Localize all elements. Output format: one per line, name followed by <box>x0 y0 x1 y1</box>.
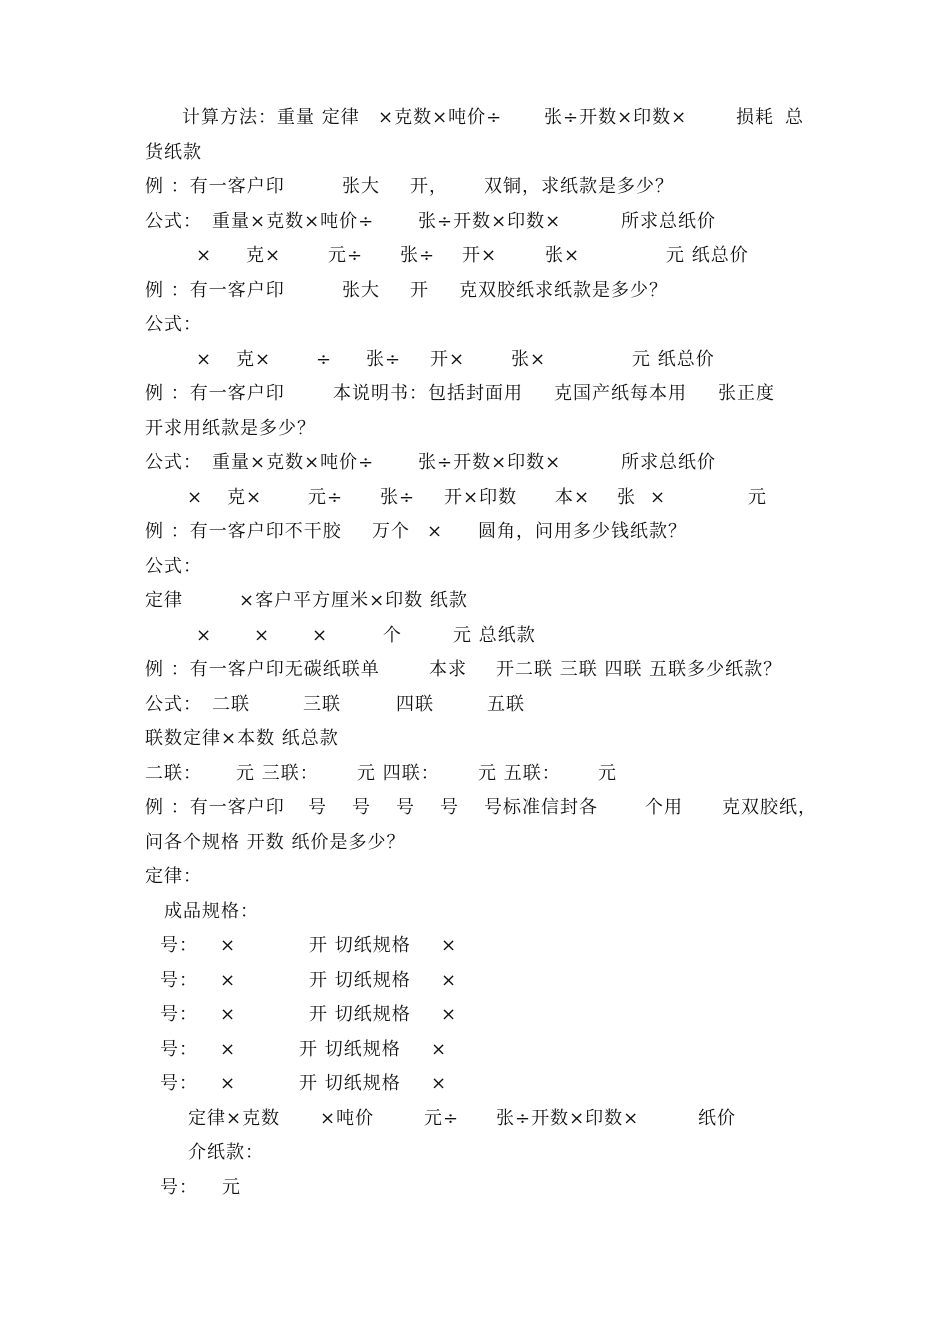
text-segment: 号： <box>160 935 198 956</box>
text-segment: ×克数×吨价÷ <box>378 107 503 128</box>
text-segment: 元 <box>748 487 767 508</box>
text-line <box>0 1171 950 1205</box>
text-segment: 二联 <box>212 694 250 715</box>
text-segment: ×客户平方厘米×印数 纸款 <box>239 590 468 611</box>
text-segment: 开求用纸款是多少？ <box>145 418 316 439</box>
text-segment: 号： <box>160 970 198 991</box>
text-line <box>0 722 950 756</box>
text-segment: 开× <box>462 245 498 266</box>
text-line <box>0 1102 950 1136</box>
text-segment: 元 总纸款 <box>453 625 536 646</box>
text-segment: 个用 <box>645 797 683 818</box>
text-line <box>0 136 950 170</box>
text-segment: 损耗 <box>736 107 774 128</box>
text-segment: 开 切纸规格 <box>299 1039 401 1060</box>
text-segment: 成品规格： <box>164 901 259 922</box>
text-segment: 元 三联： <box>236 763 319 784</box>
text-segment: × <box>220 970 237 991</box>
text-segment: 本说明书：包括封面用 <box>333 383 523 404</box>
text-segment: × <box>220 1073 237 1094</box>
text-segment: 计算方法：重量 定律 <box>182 107 360 128</box>
text-line <box>0 274 950 308</box>
text-line <box>0 515 950 549</box>
text-segment: 介纸款： <box>188 1142 264 1163</box>
text-segment: 张÷ <box>380 487 416 508</box>
text-segment: × <box>220 1004 237 1025</box>
text-segment: 元 纸总价 <box>666 245 749 266</box>
text-segment: 克× <box>246 245 282 266</box>
text-segment: 总 <box>785 107 804 128</box>
text-segment: 例 ：有一客户印 <box>145 176 285 197</box>
text-line <box>0 412 950 446</box>
text-segment: 双铜，求纸款是多少？ <box>484 176 674 197</box>
text-segment: 开×印数 <box>444 487 518 508</box>
text-segment: 号 <box>308 797 327 818</box>
text-segment: 联数定律×本数 纸总款 <box>145 728 339 749</box>
text-line <box>0 757 950 791</box>
text-line <box>0 1033 950 1067</box>
text-segment: 元 五联： <box>478 763 561 784</box>
text-segment: × <box>187 487 204 508</box>
text-segment: 问各个规格 开数 纸价是多少？ <box>145 832 406 853</box>
text-segment: 开 切纸规格 <box>309 970 411 991</box>
text-segment: 定律： <box>145 866 202 887</box>
text-line <box>0 826 950 860</box>
text-segment: 张大 <box>342 280 380 301</box>
text-line <box>0 101 950 135</box>
text-segment: 张× <box>545 245 581 266</box>
text-line <box>0 1136 950 1170</box>
text-line <box>0 481 950 515</box>
text-line <box>0 895 950 929</box>
text-segment: 开 切纸规格 <box>309 935 411 956</box>
text-segment: 开 切纸规格 <box>309 1004 411 1025</box>
text-segment: 货纸款 <box>145 142 202 163</box>
text-segment: 本求 <box>429 659 467 680</box>
text-segment: 张÷开数×印数× <box>496 1108 640 1129</box>
text-segment: 张正度 <box>718 383 775 404</box>
text-segment: 元÷ <box>424 1108 460 1129</box>
text-segment: 开 <box>410 280 429 301</box>
text-segment: 四联 <box>396 694 434 715</box>
text-line <box>0 170 950 204</box>
text-line <box>0 929 950 963</box>
text-segment: 张÷开数×印数× <box>418 211 562 232</box>
text-segment: × <box>196 349 213 370</box>
text-line <box>0 550 950 584</box>
text-segment: 二联： <box>145 763 202 784</box>
text-segment: 公式： <box>145 211 202 232</box>
text-segment: 重量×克数×吨价÷ <box>212 211 375 232</box>
text-segment: 号： <box>160 1039 198 1060</box>
text-segment: 重量×克数×吨价÷ <box>212 452 375 473</box>
text-segment: 三联 <box>303 694 341 715</box>
text-line <box>0 964 950 998</box>
text-segment: 圆角，问用多少钱纸款？ <box>478 521 687 542</box>
text-segment: × <box>312 625 329 646</box>
text-segment: 所求总纸价 <box>621 452 716 473</box>
text-segment: 元 <box>598 763 617 784</box>
text-segment: 克双胶纸求纸款是多少？ <box>459 280 668 301</box>
text-line <box>0 239 950 273</box>
text-segment: 克双胶纸， <box>722 797 817 818</box>
text-segment: 个 <box>383 625 402 646</box>
text-segment: 克× <box>236 349 272 370</box>
text-segment: 克国产纸每本用 <box>554 383 687 404</box>
text-line <box>0 791 950 825</box>
text-line <box>0 1067 950 1101</box>
text-segment: 元÷ <box>308 487 344 508</box>
text-segment: × <box>220 1039 237 1060</box>
text-segment: × <box>431 1073 448 1094</box>
text-line <box>0 998 950 1032</box>
text-segment: × <box>427 521 444 542</box>
text-segment: 例 ：有一客户印不干胶 <box>145 521 342 542</box>
text-segment: 本× <box>555 487 591 508</box>
text-segment: ×吨价 <box>320 1108 375 1129</box>
text-segment: × <box>650 487 667 508</box>
text-segment: 张 <box>617 487 636 508</box>
text-line <box>0 860 950 894</box>
text-segment: 张大 <box>342 176 380 197</box>
text-segment: 元÷ <box>328 245 364 266</box>
text-segment: 五联 <box>487 694 525 715</box>
text-segment: 公式： <box>145 694 202 715</box>
text-segment: 公式： <box>145 314 202 335</box>
text-segment: × <box>431 1039 448 1060</box>
text-segment: 张÷开数×印数× <box>418 452 562 473</box>
text-segment: 号 <box>440 797 459 818</box>
text-line <box>0 653 950 687</box>
text-segment: 克× <box>227 487 263 508</box>
text-line <box>0 308 950 342</box>
text-segment: 张÷ <box>400 245 436 266</box>
text-segment: 元 <box>222 1177 241 1198</box>
text-segment: 号 <box>396 797 415 818</box>
text-segment: 例 ：有一客户印无碳纸联单 <box>145 659 380 680</box>
text-segment: 号 <box>352 797 371 818</box>
text-segment: 开× <box>430 349 466 370</box>
text-segment: 例 ：有一客户印 <box>145 383 285 404</box>
text-segment: 公式： <box>145 452 202 473</box>
text-segment: ÷ <box>316 349 333 370</box>
text-segment: 号： <box>160 1177 198 1198</box>
text-segment: 开 切纸规格 <box>299 1073 401 1094</box>
text-segment: × <box>196 245 213 266</box>
text-line <box>0 205 950 239</box>
text-segment: 元 纸总价 <box>632 349 715 370</box>
text-line <box>0 446 950 480</box>
text-segment: 公式： <box>145 556 202 577</box>
text-segment: × <box>441 970 458 991</box>
text-segment: 例 ：有一客户印 <box>145 280 285 301</box>
text-segment: 万个 <box>372 521 410 542</box>
text-segment: × <box>441 1004 458 1025</box>
text-line <box>0 377 950 411</box>
text-segment: × <box>254 625 271 646</box>
text-segment: 张× <box>511 349 547 370</box>
text-segment: 张÷开数×印数× <box>544 107 688 128</box>
text-line <box>0 343 950 377</box>
text-segment: 开二联 三联 四联 五联多少纸款？ <box>496 659 783 680</box>
text-segment: × <box>196 625 213 646</box>
text-segment: × <box>220 935 237 956</box>
text-segment: 开， <box>410 176 448 197</box>
text-segment: 号： <box>160 1073 198 1094</box>
text-segment: 定律×克数 <box>188 1108 281 1129</box>
text-segment: × <box>441 935 458 956</box>
text-segment: 元 四联： <box>357 763 440 784</box>
text-segment: 纸价 <box>698 1108 736 1129</box>
text-segment: 号： <box>160 1004 198 1025</box>
text-segment: 张÷ <box>366 349 402 370</box>
text-segment: 例 ：有一客户印 <box>145 797 285 818</box>
text-line <box>0 619 950 653</box>
text-segment: 号标准信封各 <box>484 797 598 818</box>
text-line <box>0 688 950 722</box>
text-segment: 定律 <box>145 590 183 611</box>
text-line <box>0 584 950 618</box>
text-segment: 所求总纸价 <box>621 211 716 232</box>
